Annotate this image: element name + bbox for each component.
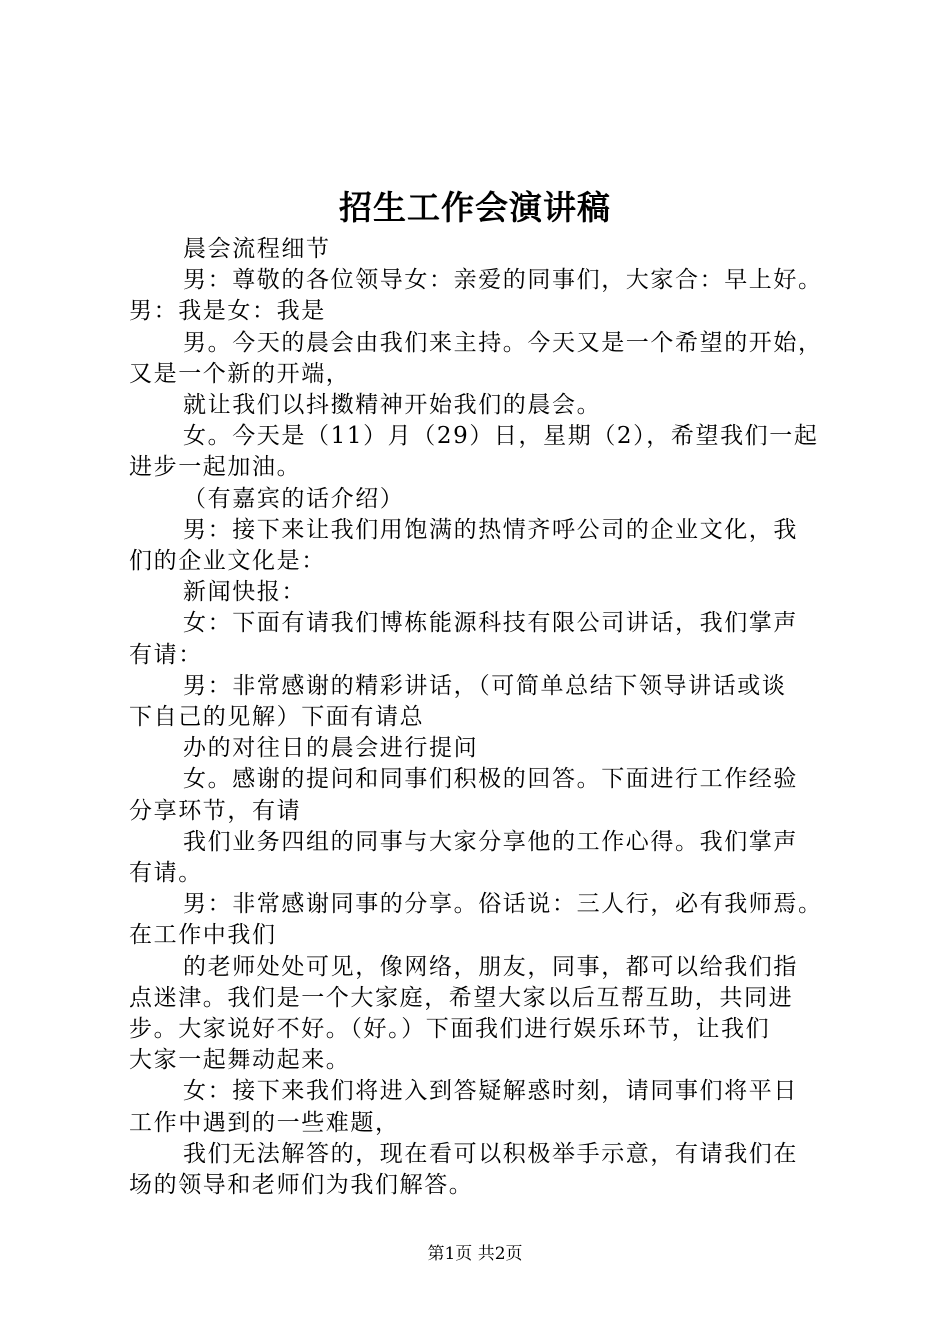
paragraph (129, 608, 849, 670)
paragraph-line: 男：尊敬的各位领导女：亲爱的同事们，大家合：早上好。 (183, 267, 823, 294)
paragraph (129, 484, 849, 515)
paragraph-line: 男：非常感谢的精彩讲话，（可简单总结下领导讲话或谈 (183, 672, 787, 699)
document-title: 招生工作会演讲稿 (339, 188, 611, 227)
paragraph-line: 男：非常感谢同事的分享。俗话说：三人行，必有我师焉。 (183, 891, 823, 918)
page-footer: 第1页 共2页 (427, 1244, 523, 1264)
paragraph-line: 女：下面有请我们博栋能源科技有限公司讲话，我们掌声 (183, 610, 798, 637)
paragraph (129, 827, 849, 889)
paragraph (129, 764, 849, 826)
paragraph (129, 390, 849, 421)
paragraph-line: 男。今天的晨会由我们来主持。今天又是一个希望的开始， (183, 329, 823, 356)
paragraph (129, 577, 849, 608)
paragraph-line: 有请： (129, 641, 203, 668)
paragraph-line: （有嘉宾的话介绍） (183, 485, 405, 512)
paragraph-line: 又是一个新的开端， (129, 360, 351, 387)
paragraph-line: 男：接下来让我们用饱满的热情齐呼公司的企业文化，我 (183, 516, 798, 543)
paragraph-line: 新闻快报： (183, 579, 306, 606)
paragraph-line: 我们无法解答的，现在看可以积极举手示意，有请我们在 (183, 1140, 798, 1167)
paragraph (129, 671, 849, 733)
paragraph-line: 办的对往日的晨会进行提问 (183, 735, 479, 762)
paragraph-line: 就让我们以抖擞精神开始我们的晨会。 (183, 392, 602, 419)
paragraph-line: 晨会流程细节 (183, 236, 331, 262)
paragraph-line: 女。今天是（11）月（29）日，星期（2），希望我们一起 (183, 423, 819, 450)
document-body (129, 234, 849, 1201)
paragraph-line: 的老师处处可见，像网络，朋友，同事，都可以给我们指 (183, 953, 798, 980)
paragraph-line: 下自己的见解）下面有请总 (129, 704, 425, 731)
paragraph-line: 女。感谢的提问和同事们积极的回答。下面进行工作经验 (183, 766, 798, 793)
paragraph (129, 234, 849, 265)
paragraph (129, 889, 849, 951)
paragraph-line: 有请。 (129, 860, 203, 887)
paragraph (129, 1076, 849, 1138)
paragraph-line: 男：我是女：我是 (129, 298, 326, 325)
paragraph-line: 场的领导和老师们为我们解答。 (129, 1172, 474, 1199)
paragraph (129, 1139, 849, 1201)
paragraph (129, 421, 849, 483)
paragraph (129, 328, 849, 390)
paragraph (129, 733, 849, 764)
paragraph (129, 515, 849, 577)
paragraph (129, 952, 849, 1077)
paragraph-line: 点迷津。我们是一个大家庭，希望大家以后互帮互助，共同进 (129, 984, 794, 1011)
paragraph-line: 女：接下来我们将进入到答疑解惑时刻，请同事们将平日 (183, 1078, 798, 1105)
paragraph-line: 进步一起加油。 (129, 454, 302, 481)
paragraph-line: 分享环节，有请 (129, 797, 302, 824)
paragraph-line: 大家一起舞动起来。 (129, 1047, 351, 1074)
paragraph-line: 步。大家说好不好。（好。）下面我们进行娱乐环节，让我们 (129, 1016, 771, 1043)
paragraph-line: 在工作中我们 (129, 922, 277, 949)
paragraph-line: 们的企业文化是： (129, 548, 326, 575)
paragraph-line: 工作中遇到的一些难题， (129, 1109, 400, 1136)
paragraph-line: 我们业务四组的同事与大家分享他的工作心得。我们掌声 (183, 828, 798, 855)
paragraph (129, 265, 849, 327)
